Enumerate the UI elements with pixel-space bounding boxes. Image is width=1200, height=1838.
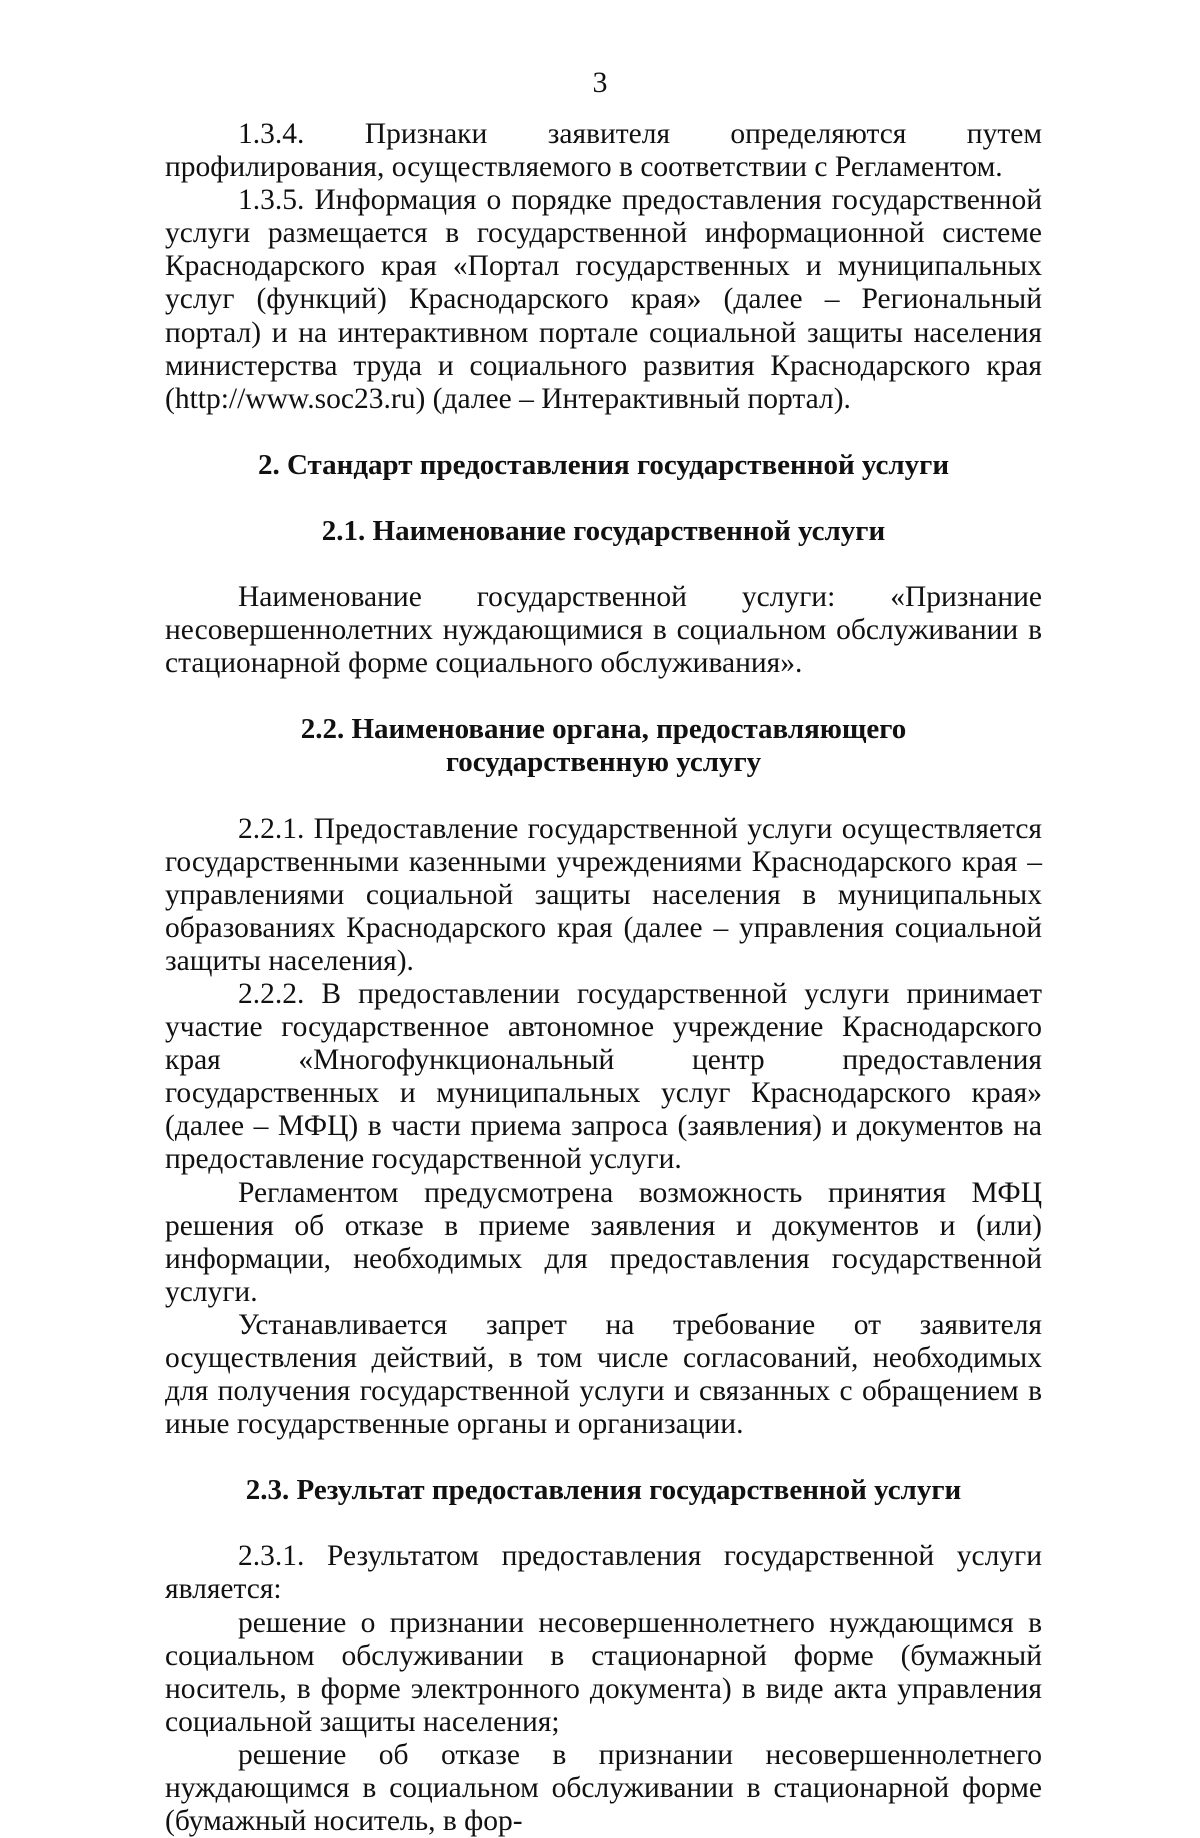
section-heading-2-1: 2.1. Наименование государственной услуги [321,514,886,547]
paragraph-2-1: Наименование государственной услуги: «Признание несовершеннолетних нуждающимися в социальном обслуживании в стационарной форме социального обслуживания». [165,581,1042,680]
paragraph-mfc-refusal: Регламентом предусмотрена возможность принятия МФЦ решения об отказе в приеме заявления и документов и (или) информации, необходимых для предоставления государственной услуги. [165,1176,1042,1308]
document-body [165,118,1042,1838]
paragraph-prohibition: Устанавливается запрет на требование от заявителя осуществления действий, в том числе согласований, необходимых для получения государственной услуги и связанных с обращением в иные государственные органы и организации. [165,1308,1042,1441]
paragraph-decision-refusal: решение об отказе в признании несовершеннолетнего нуждающимся в социальном обслуживании в стационарной форме (бумажный носитель, в фор- [165,1738,1042,1838]
section-heading-2-3: 2.3. Результат предоставления государственной услуги [245,1474,962,1507]
paragraph-1-3-5: 1.3.5. Информация о порядке предоставления государственной услуги размещается в государственной информационной системе Краснодарского края «Портал государственных и муниципальных услуг (функций) Краснодарского края» (далее – Региональный портал) и на интерактивном портале социальной защиты населения министерства труда и социального развития Краснодарского края (http://www.soc23.ru) (далее – Интерактивный портал). [165,184,1042,415]
paragraph-decision-recognition: решение о признании несовершеннолетнего нуждающимся в социальном обслуживании в стационарной форме (бумажный носитель, в форме электронного документа) в виде акта управления социальной защиты населения; [165,1606,1042,1738]
page-number: 3 [592,66,608,99]
paragraph-2-2-2: 2.2.2. В предоставлении государственной услуги принимает участие государственное автономное учреждение Краснодарского края «Многофункциональный центр предоставления государственных и муниципальных услуг Краснодарского края» (далее – МФЦ) в части приема запроса (заявления) и документов на предоставление государственной услуги. [165,977,1042,1176]
paragraph-2-2-1: 2.2.1. Предоставление государственной услуги осуществляется государственными казенными учреждениями Краснодарского края – управлениями социальной защиты населения в муниципальных образованиях Краснодарского края (далее – управления социальной защиты населения). [165,812,1042,977]
paragraph-2-3-1: 2.3.1. Результатом предоставления государственной услуги является: [165,1540,1042,1606]
section-heading-2: 2. Стандарт предоставления государственной услуги [257,448,950,481]
section-heading-2-2-line1: 2.2. Наименование органа, предоставляющего [300,713,907,746]
paragraph-1-3-4: 1.3.4. Признаки заявителя определяются путем профилирования, осуществляемого в соответствии с Регламентом. [165,118,1042,184]
section-heading-2-2-line2: государственную услугу [445,746,762,779]
